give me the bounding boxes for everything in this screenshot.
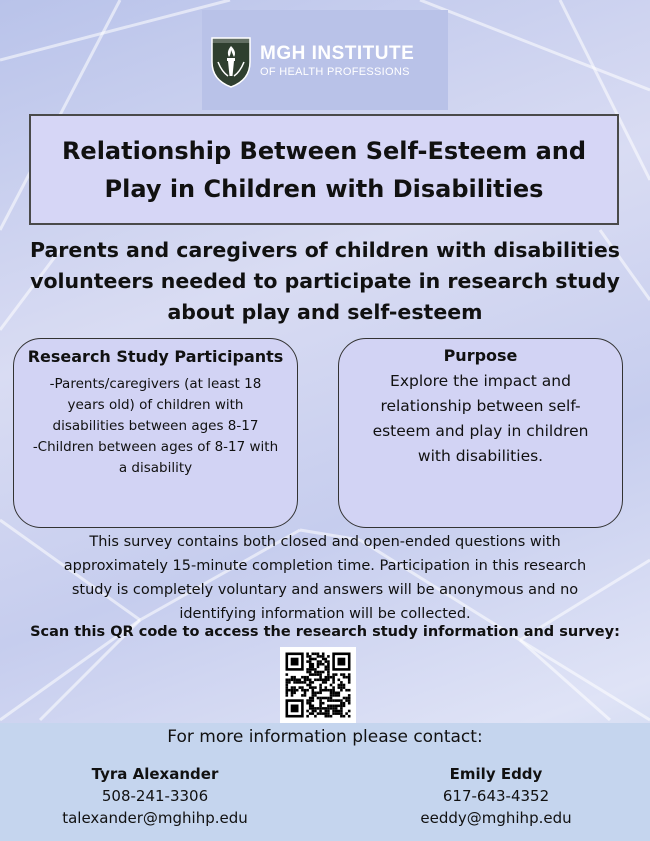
logo-name: MGH INSTITUTE [260, 42, 415, 64]
subheading-line: about play and self-esteem [167, 300, 483, 324]
contact-footer [0, 723, 650, 841]
contact-email: eeddy@mghihp.edu [420, 809, 572, 827]
contact-name: Tyra Alexander [91, 765, 219, 783]
subheading-line: volunteers needed to participate in research study [30, 269, 620, 293]
recruitment-subheading [10, 235, 640, 328]
survey-qr-code[interactable] [280, 647, 356, 723]
contact-heading: For more information please contact: [167, 727, 483, 747]
contact-name: Emily Eddy [449, 765, 543, 783]
participants-title: Research Study Participants [27, 347, 284, 366]
participants-line: years old) of children with [67, 397, 244, 413]
description-line: identifying information will be collected. [179, 606, 471, 622]
purpose-line: Explore the impact and [390, 372, 571, 390]
description-line: approximately 15-minute completion time. Participation in this research [63, 558, 587, 574]
participants-body [14, 374, 297, 479]
contact-card [5, 763, 305, 829]
participants-line: a disability [118, 460, 193, 476]
qr-code-icon [280, 647, 356, 723]
mgh-institute-logo [202, 10, 448, 110]
contact-phone: 617-643-4352 [442, 787, 550, 805]
participants-line: -Parents/caregivers (at least 18 [49, 376, 262, 392]
study-title [62, 132, 586, 208]
purpose-panel [338, 338, 623, 528]
subheading-line: Parents and caregivers of children with disabilities [30, 238, 620, 262]
description-line: This survey contains both closed and open-ended questions with [89, 534, 561, 550]
participants-panel [13, 338, 298, 528]
title-box [29, 114, 619, 225]
purpose-line: with disabilities. [417, 447, 544, 465]
purpose-body [339, 369, 622, 469]
study-title-line: Play in Children with Disabilities [104, 174, 544, 203]
purpose-line: esteem and play in children [372, 422, 589, 440]
participants-line: disabilities between ages 8-17 [52, 418, 259, 434]
participants-line: -Children between ages of 8-17 with [32, 439, 279, 455]
study-title-line: Relationship Between Self-Esteem and [61, 136, 587, 165]
contact-email: talexander@mghihp.edu [62, 809, 248, 827]
survey-description [16, 530, 634, 626]
description-line: study is completely voluntary and answers will be anonymous and no [71, 582, 579, 598]
logo-subtitle: OF HEALTH PROFESSIONS [260, 65, 410, 78]
contact-phone: 508-241-3306 [101, 787, 209, 805]
contact-card [346, 763, 646, 829]
qr-instruction: Scan this QR code to access the research study information and survey: [30, 624, 620, 640]
purpose-title: Purpose [443, 346, 518, 365]
purpose-line: relationship between self- [380, 397, 581, 415]
torch-shield-icon [208, 32, 254, 88]
